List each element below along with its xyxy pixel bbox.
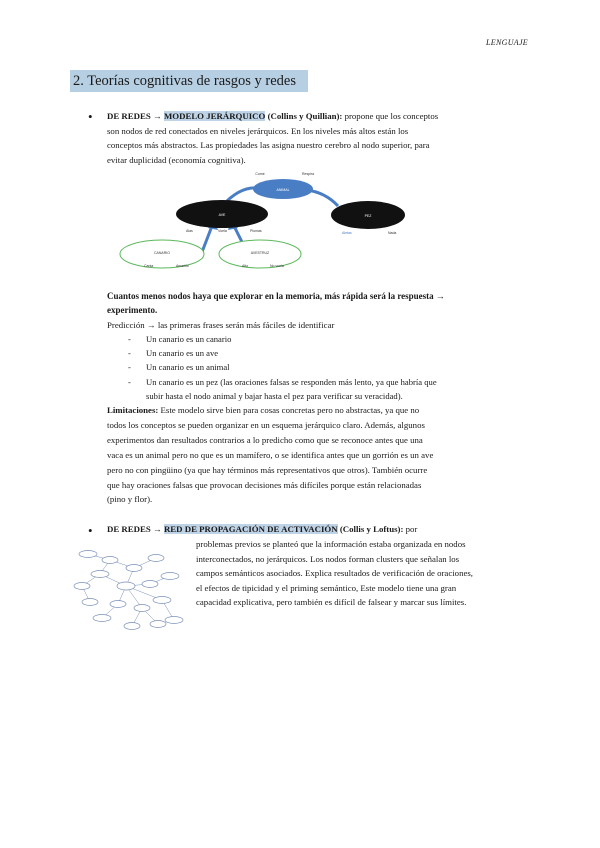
bullet2-line5: el efectos de tipicidad y el priming semántico, Este modelo tiene una gran bbox=[196, 582, 457, 593]
section-title: 2. Teorías cognitivas de rasgos y redes bbox=[70, 70, 308, 92]
bullet2-lead: DE REDES → bbox=[107, 524, 162, 534]
bullet1-line1-rest: propone que los conceptos bbox=[344, 111, 439, 121]
limitations-line6: que hay oraciones falsas que provocan decisiones más difíciles porque están relacionadas bbox=[107, 479, 422, 490]
label-alto: Alto bbox=[242, 264, 249, 268]
label-no-vuela: No vuela bbox=[270, 264, 284, 268]
list-item: Un canario es un pez (las oraciones falsas se responden más lento, ya que habría que bbox=[146, 377, 437, 387]
limitations-line1-rest: Este modelo sirve bien para cosas concretas pero no abstractas, ya que no bbox=[160, 405, 420, 415]
bullet2-line1 bbox=[107, 522, 527, 537]
label-amarillo: Amarillo bbox=[176, 264, 189, 268]
node-avestruz-label: AVESTRUZ bbox=[250, 251, 270, 255]
label-canta: Canta bbox=[144, 264, 154, 268]
label-nada: Nada bbox=[388, 231, 397, 235]
limitations-line2: todos los conceptos se pueden organizar en un esquema jerárquico claro. Además, algunos bbox=[107, 419, 425, 430]
label-alas: Alas bbox=[186, 229, 193, 233]
experiment-line1: Cuantos menos nodos haya que explorar en la memoria, más rápida será la respuesta → bbox=[107, 291, 445, 301]
bullet-marker: • bbox=[88, 109, 93, 124]
bullet1-line1 bbox=[107, 109, 527, 124]
bullet1-lead: DE REDES → bbox=[107, 111, 162, 121]
list-dash: - bbox=[128, 377, 131, 387]
bullet-marker: • bbox=[88, 523, 93, 538]
bullet2-body bbox=[196, 537, 528, 610]
bullet1-authors: (Collins y Quillian): bbox=[267, 111, 343, 121]
bullet1-line4: evitar duplicidad (economía cognitiva). bbox=[107, 154, 246, 165]
limitations-line5: pero no con pingüino (ya que hay términos más representativos que otros). También ocurre bbox=[107, 464, 428, 475]
header-label: LENGUAJE bbox=[486, 38, 528, 47]
bullet2-authors: (Collis y Loftus): bbox=[339, 524, 404, 534]
bullet1-paragraph bbox=[107, 109, 527, 167]
bullet2-line3: interconectados, no jerárquicos. Los nodos forman clusters que señalan los bbox=[196, 553, 460, 564]
label-plumas: Plumas bbox=[250, 229, 262, 233]
label-vuela: Vuela bbox=[218, 229, 227, 233]
node-animal-label: ANIMAL bbox=[276, 188, 290, 192]
experiment-line2: experimento. bbox=[107, 305, 158, 315]
network-nodes bbox=[74, 551, 183, 630]
bullet2-line2: problemas previos se planteó que la información estaba organizada en nodos bbox=[196, 539, 466, 549]
list-item: Un canario es un canario bbox=[146, 334, 232, 344]
list-dash: - bbox=[128, 348, 131, 358]
bullet1-line2: son nodos de red conectados en niveles jerárquicos. En los niveles más altos están los bbox=[107, 125, 409, 136]
list-dash: - bbox=[128, 362, 131, 372]
bullet2-line1-rest: por bbox=[405, 524, 418, 534]
limitations-line1 bbox=[107, 403, 527, 418]
limitations-line4: vaca es un animal pero no que es un mamífero, o se identifica antes que un gorrión es un ave bbox=[107, 449, 434, 460]
limitations-line7: (pino y flor). bbox=[107, 494, 153, 505]
node-canario-label: CANARIO bbox=[154, 251, 170, 255]
bullet1-highlight: MODELO JERÁRQUICO bbox=[163, 111, 266, 121]
prediction-line: Predicción → las primeras frases serán más fáciles de identificar bbox=[107, 320, 335, 330]
label-come: Come bbox=[255, 172, 265, 176]
bullet1-line3: conceptos más abstractos. Las propiedades las asigna nuestro cerebro al nodo superior, para bbox=[107, 140, 430, 151]
bullet2-line4: campos semánticos asociados. Explica resultados de verificación de oraciones, bbox=[196, 568, 474, 579]
bullet2-highlight: RED DE PROPAGACIÓN DE ACTIVACIÓN bbox=[163, 524, 338, 534]
list-item: Un canario es un ave bbox=[146, 348, 219, 358]
limitations-line3: experimentos dan resultados contrarios a lo predicho como que se reconoce antes que una bbox=[107, 434, 423, 445]
list-item: Un canario es un animal bbox=[146, 362, 230, 372]
spreading-activation-diagram bbox=[70, 540, 190, 640]
label-aletas: Aletas bbox=[342, 231, 352, 235]
node-ave-label: AVE bbox=[218, 213, 226, 217]
arrow-canario-ave bbox=[202, 226, 212, 252]
bullet2-line6: capacidad explicativa, pero también es difícil de falsear y marcar sus límites. bbox=[196, 597, 467, 608]
limitations-paragraph bbox=[107, 403, 527, 507]
limitations-label: Limitaciones: bbox=[107, 405, 159, 415]
hierarchical-model-diagram bbox=[110, 166, 420, 278]
list-dash: - bbox=[128, 334, 131, 344]
bullet2-paragraph bbox=[107, 522, 527, 537]
label-respira: Respira bbox=[301, 172, 315, 176]
list-item-continuation: subir hasta el nodo animal y bajar hasta el pez para verificar su veracidad). bbox=[146, 391, 403, 401]
examples-list bbox=[128, 332, 528, 412]
node-pez-label: PEZ bbox=[364, 214, 372, 218]
